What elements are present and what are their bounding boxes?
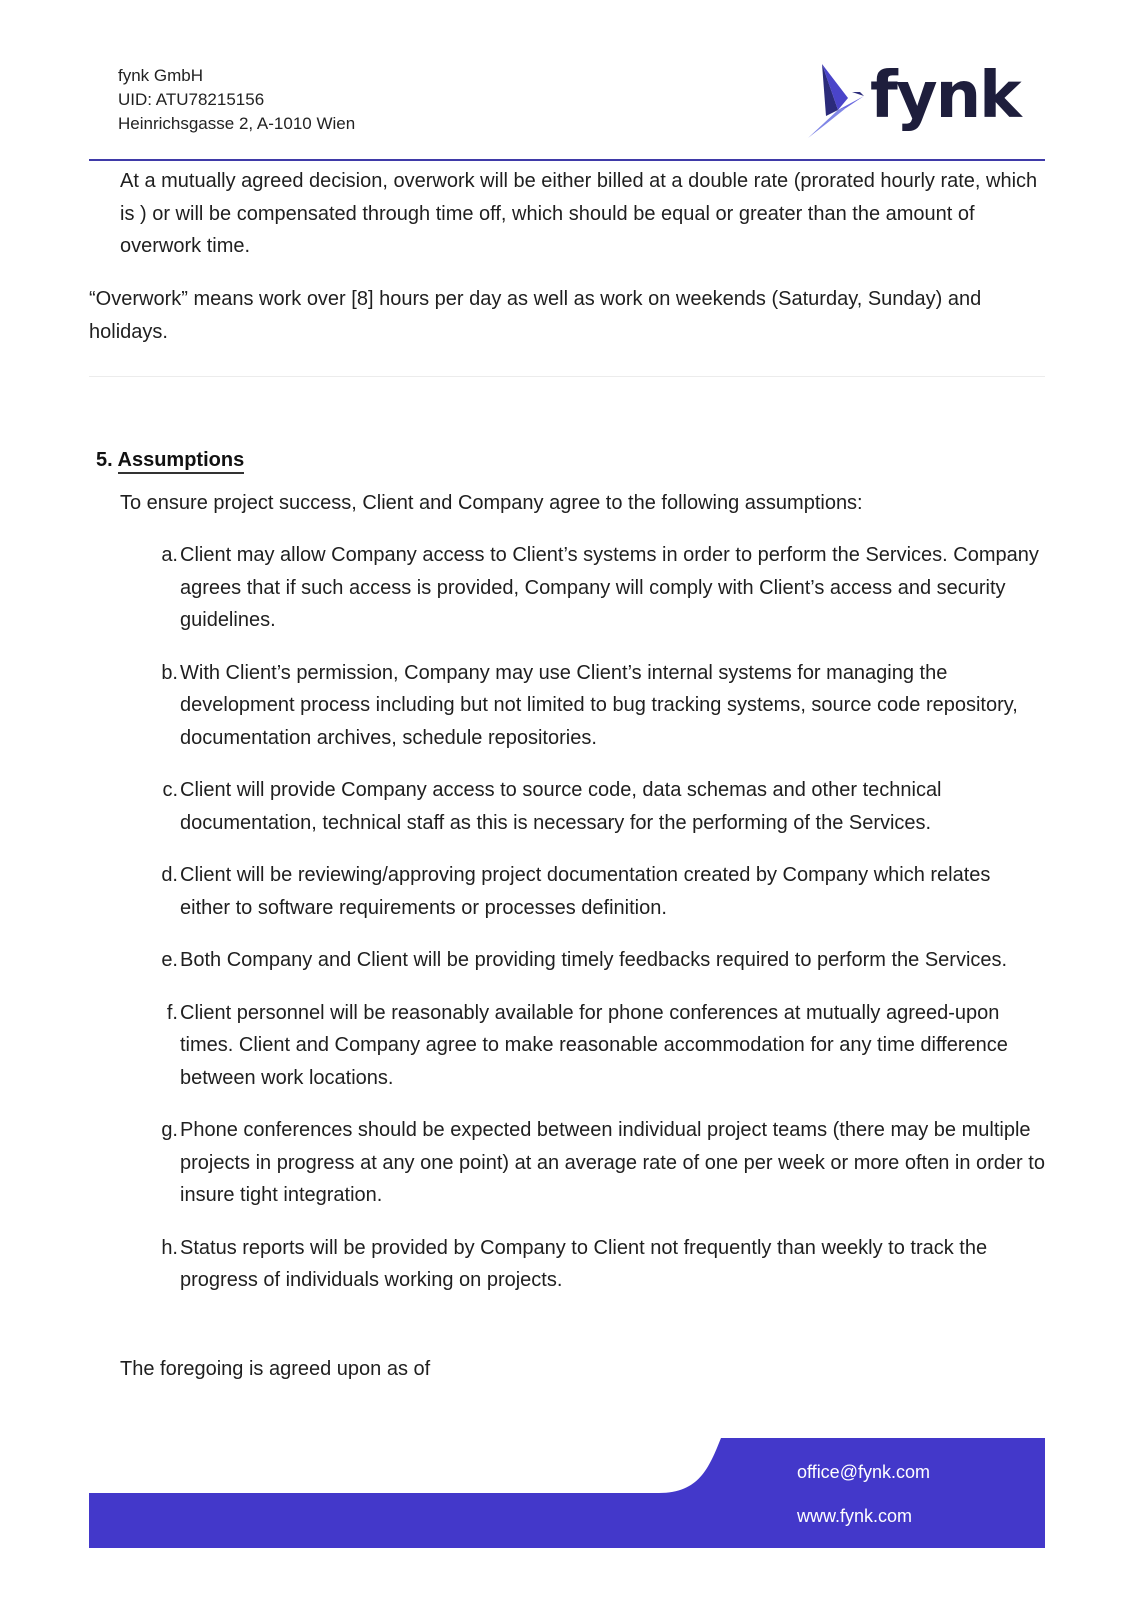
company-uid: UID: ATU78215156 bbox=[118, 90, 265, 109]
footer-band bbox=[89, 1438, 1045, 1548]
section-intro: To ensure project success, Client and Company agree to the following assumptions: bbox=[120, 492, 863, 514]
list-item bbox=[150, 1114, 1045, 1212]
list-item bbox=[150, 859, 1045, 924]
list-item-text: Both Company and Client will be providing timely feedbacks required to perform the Services. bbox=[180, 949, 1008, 971]
bird-logo-icon bbox=[808, 62, 874, 142]
company-name: fynk GmbH bbox=[118, 66, 204, 85]
company-address: Heinrichsgasse 2, A-1010 Wien bbox=[118, 114, 356, 133]
closing-text: The foregoing is agreed upon as of bbox=[120, 1358, 431, 1380]
footer bbox=[89, 1438, 1045, 1548]
list-marker: c. bbox=[162, 779, 178, 801]
list-item bbox=[150, 657, 1045, 755]
overwork-paragraph: At a mutually agreed decision, overwork will be either billed at a double rate (prorated hourly rate, which is ) or will be compensated through time off, which should be equal or greater than the amount of overwork time. bbox=[120, 170, 1038, 257]
list-item bbox=[150, 774, 1045, 839]
footer-website[interactable]: www.fynk.com bbox=[797, 1506, 913, 1526]
list-item-text: Phone conferences should be expected between individual project teams (there may be multiple projects in progress at any one point) at an average rate of one per week or more often in order to insure tight integration. bbox=[180, 1119, 1045, 1206]
section-number: 5. bbox=[96, 449, 113, 471]
assumptions-list bbox=[150, 539, 1045, 1317]
header-divider bbox=[89, 159, 1045, 161]
list-item-text: Client will provide Company access to source code, data schemas and other technical documentation, technical staff as this is necessary for the performing of the Services. bbox=[180, 779, 942, 834]
section-divider bbox=[89, 376, 1045, 377]
logo-wordmark: fynk bbox=[870, 59, 1020, 133]
list-item-text: Status reports will be provided by Company to Client not frequently than weekly to track the progress of individuals working on projects. bbox=[180, 1236, 988, 1291]
company-info bbox=[118, 64, 355, 136]
list-marker: a. bbox=[161, 544, 178, 566]
list-item-text: Client may allow Company access to Client’s systems in order to perform the Services. Company agrees that if such access is provided, Company will comply with Client’s access and security guidelines. bbox=[180, 544, 1039, 631]
section-heading bbox=[96, 446, 244, 474]
list-marker: g. bbox=[161, 1119, 178, 1141]
list-marker: e. bbox=[161, 949, 178, 971]
section-title: Assumptions bbox=[118, 449, 245, 474]
list-item-text: Client will be reviewing/approving project documentation created by Company which relates either to software requirements or processes definition. bbox=[180, 864, 991, 919]
list-marker: f. bbox=[166, 1001, 178, 1024]
globe-icon bbox=[89, 1438, 115, 1464]
list-item-text: With Client’s permission, Company may use Client’s internal systems for managing the development process including but not limited to bug tracking systems, source code repository, documentation archives, schedule repositories. bbox=[180, 661, 1018, 749]
list-marker: d. bbox=[161, 864, 178, 886]
list-marker: h. bbox=[161, 1236, 178, 1259]
list-item bbox=[150, 1232, 1045, 1297]
list-item bbox=[150, 539, 1045, 637]
list-item bbox=[150, 944, 1045, 977]
fynk-logo bbox=[808, 59, 1020, 142]
footer-email[interactable]: office@fynk.com bbox=[797, 1462, 930, 1482]
overwork-definition: “Overwork” means work over [8] hours per day as well as work on weekends (Saturday, Sunday) and holidays. bbox=[89, 288, 982, 343]
list-item-text: Client personnel will be reasonably available for phone conferences at mutually agreed-upon times. Client and Company agree to make reasonable accommodation for any time difference between work locations. bbox=[180, 1001, 1008, 1089]
list-marker: b. bbox=[161, 661, 178, 684]
list-item bbox=[150, 997, 1045, 1095]
